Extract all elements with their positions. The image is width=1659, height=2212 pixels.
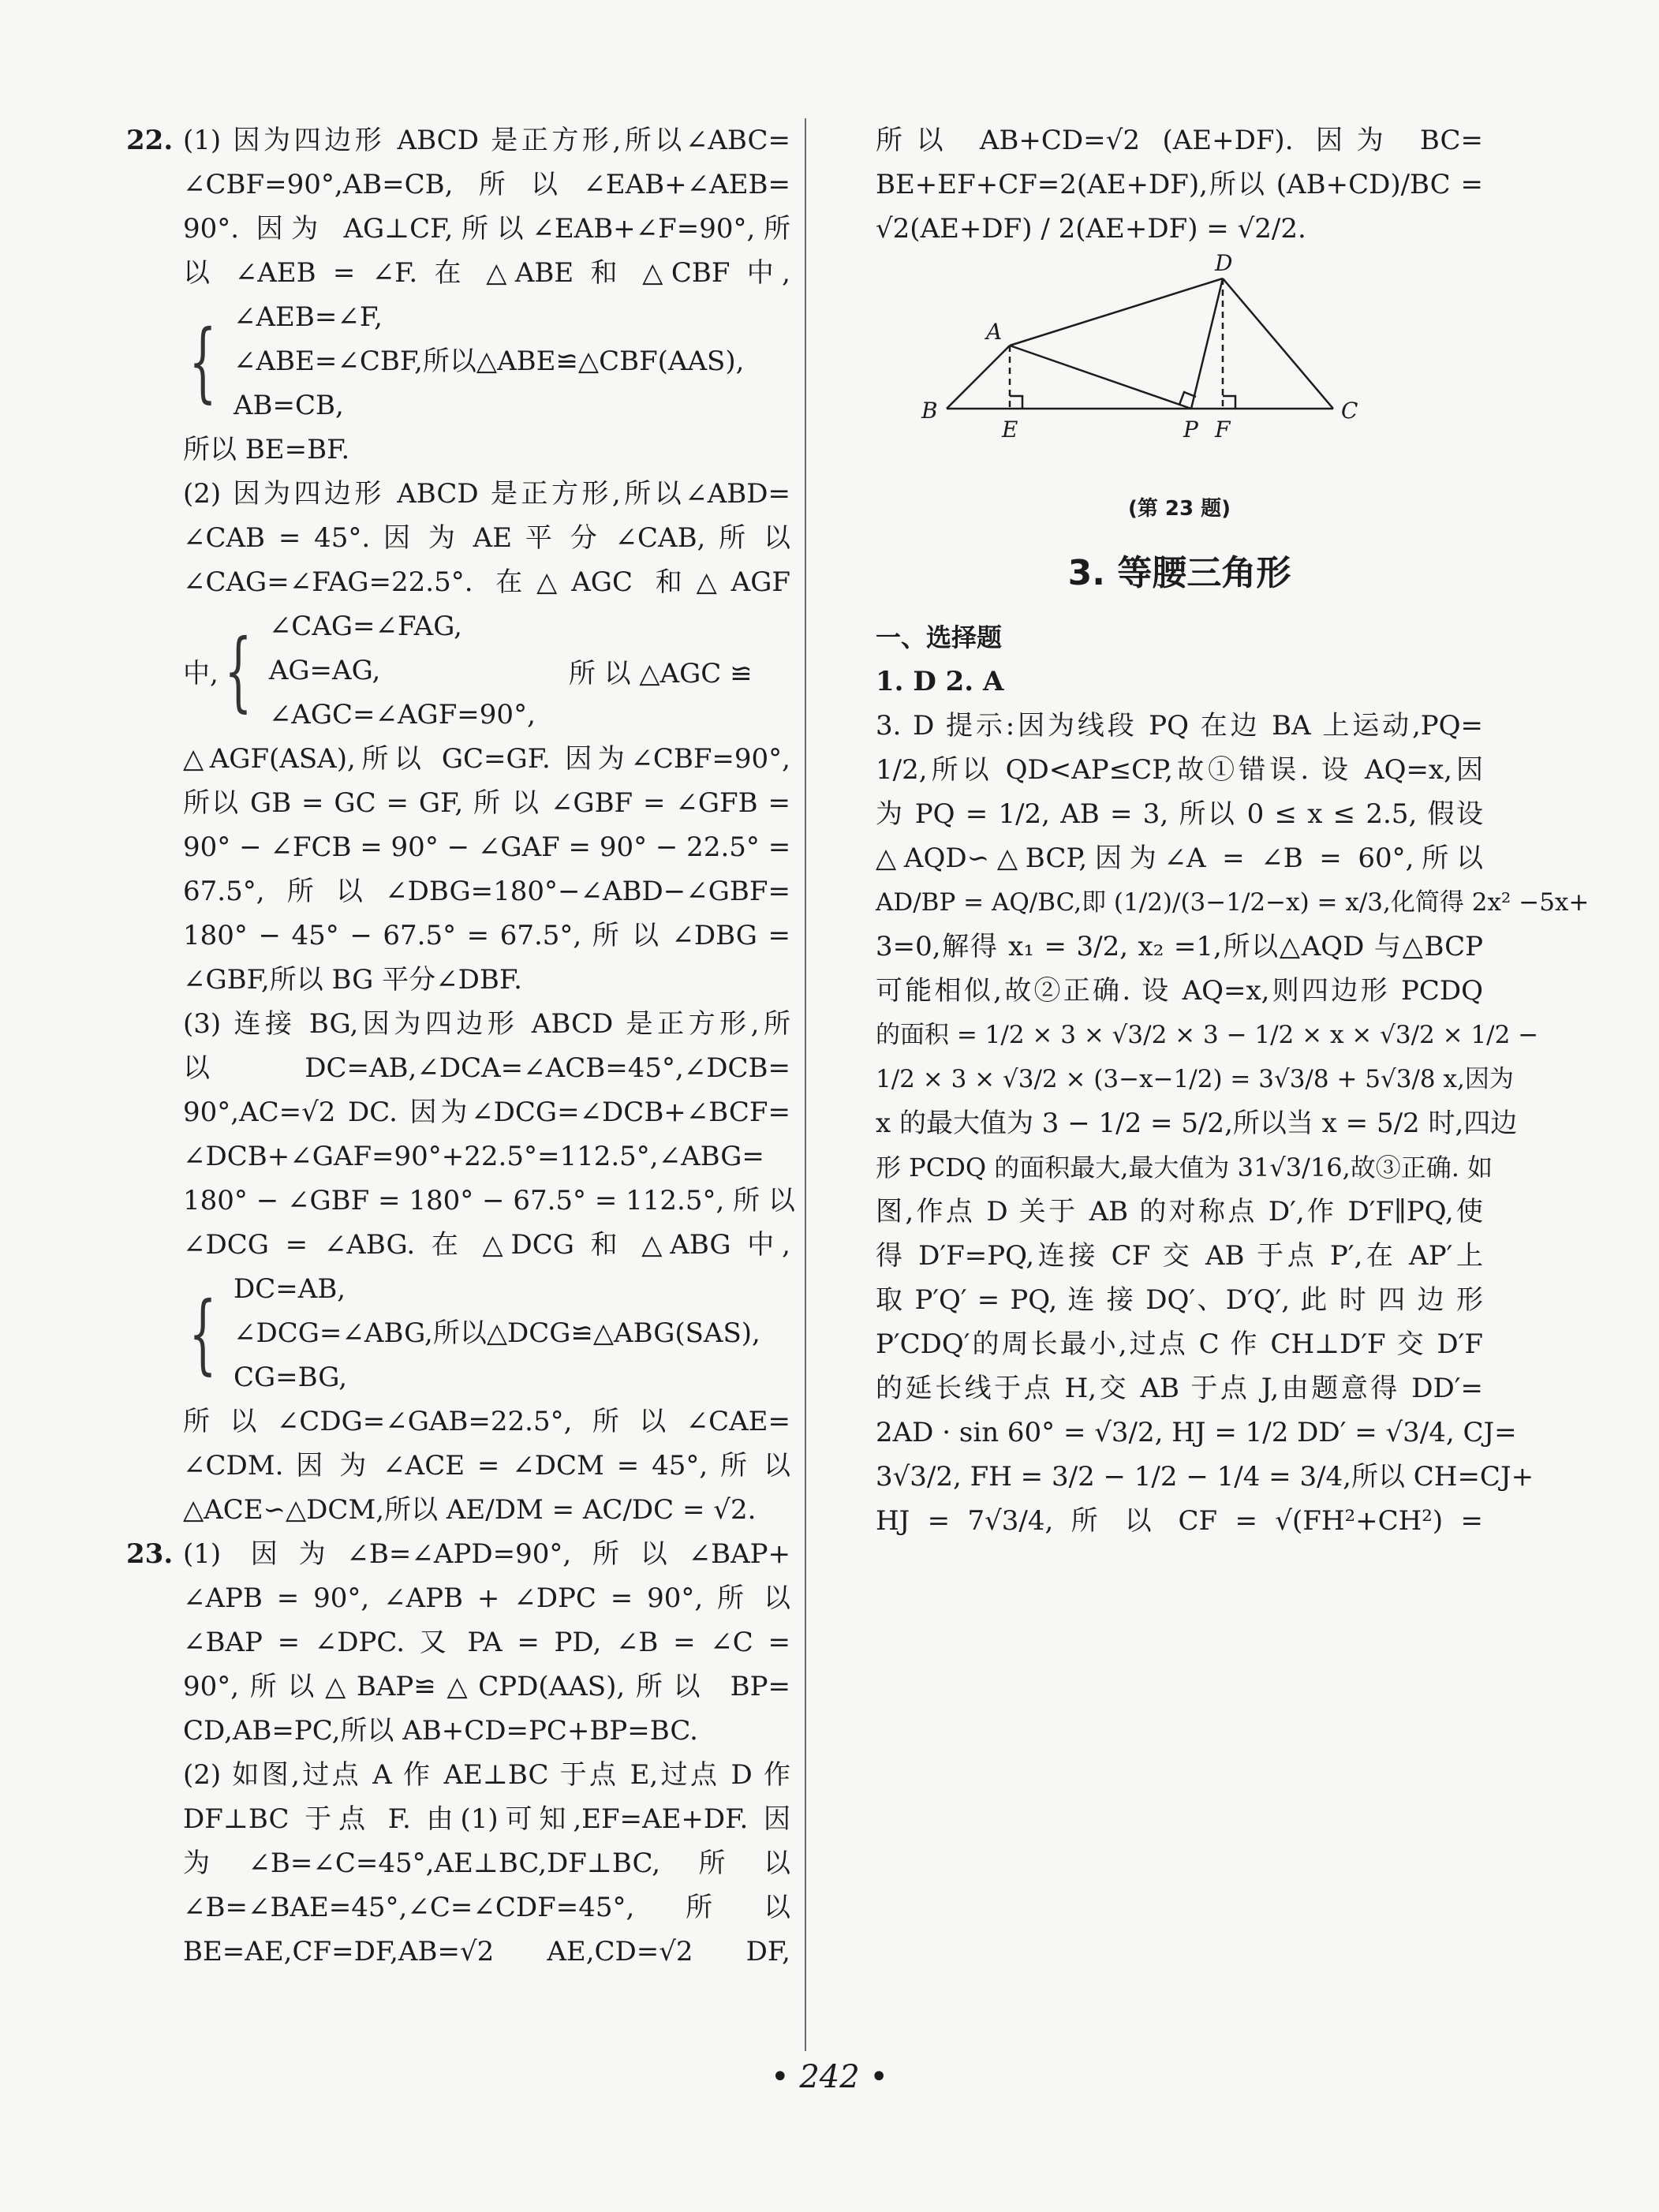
label-c: C bbox=[1341, 398, 1358, 424]
q22-line-1: 22. (1) 因为四边形 ABCD 是正方形,所以∠ABC= bbox=[183, 118, 790, 163]
q23-line-1: 23. (1) 因为∠B=∠APD=90°,所以∠BAP+ bbox=[183, 1532, 790, 1576]
q22-p3-8: ∠CDM. 因 为 ∠ACE = ∠DCM = 45°, 所 以 bbox=[183, 1450, 790, 1482]
q23-line-4: 90°,所以△BAP≌△CPD(AAS),所以 BP= bbox=[183, 1671, 790, 1702]
q23-line-7: DF⊥BC 于点 F. 由(1)可知,EF=AE+DF. 因 bbox=[183, 1803, 790, 1835]
q3-line-1: 3. D 提示:因为线段 PQ 在边 BA 上运动,PQ= bbox=[876, 710, 1483, 742]
figure-caption: (第 23 题) bbox=[1127, 497, 1231, 521]
q3-line-14: 取 P′Q′ = PQ, 连 接 DQ′、D′Q′, 此 时 四 边 形 bbox=[876, 1284, 1483, 1316]
q23-cont-3: √2(AE+DF) / 2(AE+DF) = √2/2. bbox=[876, 213, 1306, 245]
system-row: ∠ABE=∠CBF,所以△ABE≌△CBF(AAS), bbox=[234, 346, 745, 377]
q22-p3-4: ∠DCB+∠GAF=90°+22.5°=112.5°,∠ABG= bbox=[183, 1141, 764, 1172]
right-angle-f-icon bbox=[1223, 396, 1235, 409]
q22-system-2 bbox=[183, 604, 790, 737]
q3-line-3: 为 PQ = 1/2, AB = 3, 所以 0 ≤ x ≤ 2.5, 假设 bbox=[876, 798, 1483, 830]
q22-number: 22. bbox=[126, 125, 174, 156]
q22-p2-3: ∠CAG=∠FAG=22.5°. 在△AGC 和△AGF bbox=[183, 566, 790, 598]
q23-line-5: CD,AB=PC,所以 AB+CD=PC+BP=BC. bbox=[183, 1715, 698, 1747]
q23-line-3: ∠BAP = ∠DPC. 又 PA = PD, ∠B = ∠C = bbox=[183, 1627, 790, 1658]
q3-line-19: HJ = 7√3/4, 所 以 CF = √(FH²+CH²) = bbox=[876, 1505, 1483, 1537]
q22-line-4: 以 ∠AEB = ∠F. 在 △ABE 和 △CBF 中, bbox=[183, 257, 790, 289]
brace-icon: { bbox=[189, 1283, 217, 1384]
system-row: ∠DCG=∠ABG,所以△DCG≌△ABG(SAS), bbox=[234, 1317, 760, 1349]
label-a: A bbox=[986, 319, 1003, 345]
system-tail: 所 以 △AGC ≌ bbox=[568, 657, 753, 689]
q22-p3-6: ∠DCG = ∠ABG. 在 △DCG 和 △ABG 中, bbox=[183, 1229, 790, 1261]
label-p: P bbox=[1183, 417, 1198, 443]
q22-p3-2: 以 DC=AB,∠DCA=∠ACB=45°,∠DCB= bbox=[183, 1052, 790, 1084]
brace-icon: { bbox=[189, 311, 217, 412]
q22-line-5: 所以 BE=BF. bbox=[183, 434, 350, 465]
q22-p2-2: ∠CAB = 45°. 因 为 AE 平 分 ∠CAB, 所 以 bbox=[183, 522, 790, 554]
label-b: B bbox=[921, 398, 938, 424]
section-title: 3. 等腰三角形 bbox=[1067, 553, 1291, 593]
label-e: E bbox=[1002, 417, 1018, 443]
label-d: D bbox=[1215, 251, 1233, 276]
system-lead: 中, bbox=[183, 657, 219, 689]
q23-cont-2: BE+EF+CF=2(AE+DF),所以 (AB+CD)/BC = bbox=[876, 169, 1483, 200]
system-row: AG=AG, bbox=[268, 655, 381, 686]
system-row: DC=AB, bbox=[234, 1273, 346, 1305]
q3-line-4: △AQD∽△BCP,因为∠A = ∠B = 60°,所以 bbox=[876, 843, 1483, 874]
left-column bbox=[126, 118, 795, 1974]
system-row: ∠AGC=∠AGF=90°, bbox=[268, 699, 536, 730]
system-row: CG=BG, bbox=[234, 1362, 348, 1393]
system-row: AB=CB, bbox=[234, 390, 344, 421]
segment-dp bbox=[1191, 278, 1223, 409]
q22-system-3 bbox=[183, 1267, 790, 1399]
q22-p2-9: ∠GBF,所以 BG 平分∠DBF. bbox=[183, 964, 522, 996]
label-f: F bbox=[1215, 417, 1231, 443]
q3-line-17: 2AD · sin 60° = √3/2, HJ = 1/2 DD′ = √3/4, CJ= bbox=[876, 1417, 1517, 1448]
q22-p2-6: 90° − ∠FCB = 90° − ∠GAF = 90° − 22.5° = bbox=[183, 831, 791, 863]
q23-line-6: (2) 如图,过点 A 作 AE⊥BC 于点 E,过点 D 作 bbox=[183, 1759, 790, 1791]
q22-p2-4: △AGF(ASA),所以 GC=GF. 因为∠CBF=90°, bbox=[183, 743, 790, 775]
segment-dc bbox=[1223, 278, 1333, 409]
q22-line-3: 90°. 因为 AG⊥CF,所以∠EAB+∠F=90°,所 bbox=[183, 213, 790, 245]
q22-p3-7: 所以∠CDG=∠GAB=22.5°,所以∠CAE= bbox=[183, 1406, 790, 1437]
q22-system-1 bbox=[183, 295, 790, 428]
q22-p2-8: 180° − 45° − 67.5° = 67.5°, 所 以 ∠DBG = bbox=[183, 920, 790, 951]
q22-p3-5: 180° − ∠GBF = 180° − 67.5° = 112.5°, 所 以 bbox=[183, 1185, 795, 1216]
answers-1-2: 1. D 2. A bbox=[876, 666, 1004, 697]
q23-line-2: ∠APB = 90°, ∠APB + ∠DPC = 90°, 所 以 bbox=[183, 1582, 790, 1614]
system-row: ∠CAG=∠FAG, bbox=[268, 611, 462, 642]
q23-number: 23. bbox=[126, 1538, 174, 1570]
q22-p2-5: 所以 GB = GC = GF, 所 以 ∠GBF = ∠GFB = bbox=[183, 787, 790, 819]
right-angle-e-icon bbox=[1010, 396, 1022, 409]
q3-line-16: 的延长线于点 H,交 AB 于点 J,由题意得 DD′= bbox=[876, 1373, 1483, 1404]
figure-23 bbox=[876, 251, 1483, 521]
q3-line-8: 的面积 = 1/2 × 3 × √3/2 × 3 − 1/2 × x × √3/2 × 1/2 − bbox=[876, 1021, 1539, 1049]
q23-line-10: BE=AE,CF=DF,AB=√2 AE,CD=√2 DF, bbox=[183, 1936, 790, 1967]
q22-p3-3: 90°,AC=√2 DC. 因为∠DCG=∠DCB+∠BCF= bbox=[183, 1097, 790, 1128]
right-column bbox=[876, 118, 1590, 1543]
q23-line-8: 为∠B=∠C=45°,AE⊥BC,DF⊥BC,所以 bbox=[183, 1848, 790, 1879]
q3-line-7: 可能相似,故②正确. 设 AQ=x,则四边形 PCDQ bbox=[876, 975, 1483, 1007]
subsection-heading: 一、选择题 bbox=[876, 622, 1003, 652]
page-number: • 242 • bbox=[771, 2059, 888, 2095]
q23-cont-1: 所以 AB+CD=√2 (AE+DF). 因为 BC= bbox=[876, 125, 1483, 156]
q22-line-2: ∠CBF=90°,AB=CB,所以∠EAB+∠AEB= bbox=[183, 169, 790, 200]
q3-line-2: 1/2,所以 QD<AP≤CP,故①错误. 设 AQ=x,因 bbox=[876, 754, 1483, 786]
q3-line-10: x 的最大值为 3 − 1/2 = 5/2,所以当 x = 5/2 时,四边 bbox=[876, 1108, 1518, 1139]
q3-line-9: 1/2 × 3 × √3/2 × (3−x−1/2) = 3√3/8 + 5√3/8 x,因为 bbox=[876, 1065, 1514, 1093]
q23-line-9: ∠B=∠BAE=45°,∠C=∠CDF=45°,所以 bbox=[183, 1892, 790, 1923]
segment-ad bbox=[1010, 278, 1223, 346]
segment-ab bbox=[947, 346, 1010, 409]
q3-line-18: 3√3/2, FH = 3/2 − 1/2 − 1/4 = 3/4,所以 CH=CJ+ bbox=[876, 1461, 1534, 1493]
q22-p3-1: (3) 连接 BG,因为四边形 ABCD 是正方形,所 bbox=[183, 1008, 790, 1040]
segment-ap bbox=[1010, 346, 1191, 409]
column-divider bbox=[805, 118, 806, 2051]
q3-line-11: 形 PCDQ 的面积最大,最大值为 31√3/16,故③正确. 如 bbox=[876, 1153, 1493, 1183]
q22-p2-1: (2) 因为四边形 ABCD 是正方形,所以∠ABD= bbox=[183, 478, 790, 510]
q22-p3-9: △ACE∽△DCM,所以 AE/DM = AC/DC = √2. bbox=[183, 1494, 757, 1526]
q3-line-12: 图,作点 D 关于 AB 的对称点 D′,作 D′F∥PQ,使 bbox=[876, 1196, 1483, 1227]
system-row: ∠AEB=∠F, bbox=[234, 301, 383, 333]
q22-p2-7: 67.5°,所以∠DBG=180°−∠ABD−∠GBF= bbox=[183, 876, 790, 907]
triangle-diagram bbox=[876, 251, 1483, 488]
q3-line-6: 3=0,解得 x₁ = 3/2, x₂ =1,所以△AQD 与△BCP bbox=[876, 931, 1483, 962]
q3-line-15: P′CDQ′的周长最小,过点 C 作 CH⊥D′F 交 D′F bbox=[876, 1328, 1483, 1360]
brace-icon: { bbox=[224, 620, 252, 721]
q3-line-5: AD/BP = AQ/BC,即 (1/2)/(3−1/2−x) = x/3,化简得 2x² −5x+ bbox=[876, 888, 1590, 917]
q3-line-13: 得 D′F=PQ,连接 CF 交 AB 于点 P′,在 AP′上 bbox=[876, 1240, 1483, 1272]
